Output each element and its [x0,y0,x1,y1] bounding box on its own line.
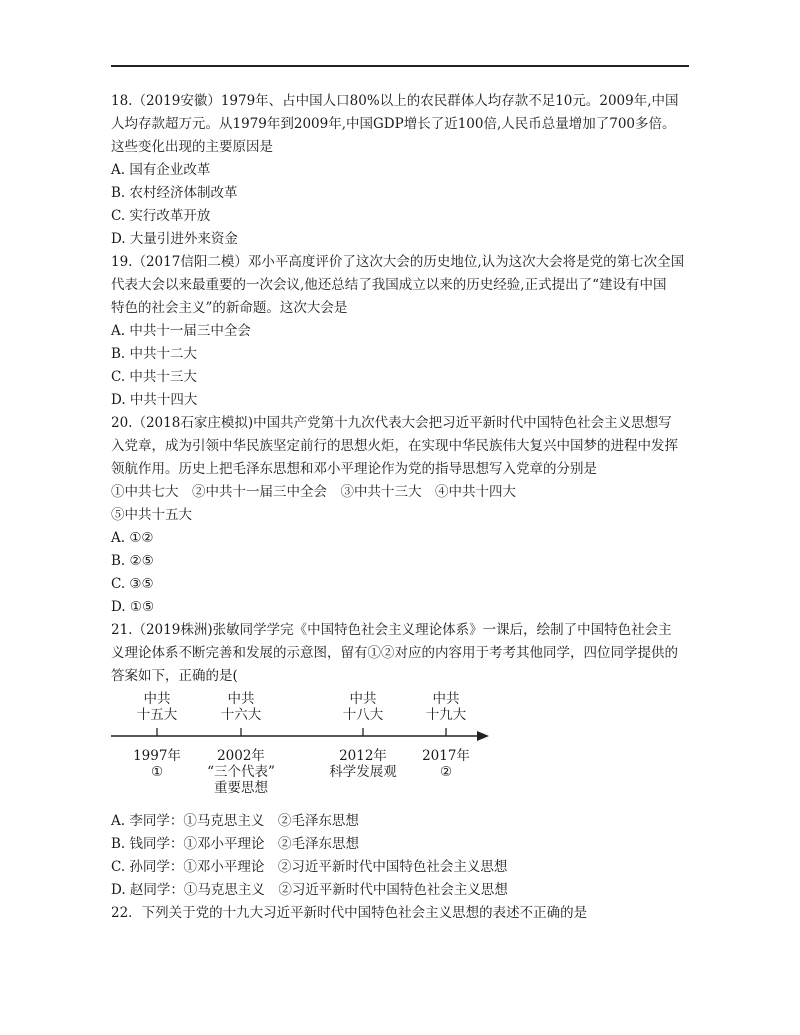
question-stem-line: 人均存款超万元。从1979年到2009年,中国GDP增长了近100倍,人民币总量增加了700多倍。 [111,116,676,132]
option-a: A. 李同学：①马克思主义 ②毛泽东思想 [111,813,359,829]
timeline-label-text: 2002年 [217,748,265,764]
question-stem-line: 义理论体系不断完善和发展的示意图，留有①②对应的内容用于考考其他同学，四位同学提供的 [111,645,678,661]
option-b: B. 农村经济体制改革 [111,185,238,201]
timeline-top-label-3 [328,691,398,723]
timeline-label-text: ① [150,764,164,780]
option-a: A. ①② [111,530,154,546]
question-stem-line: 22．下列关于党的十九大习近平新时代中国特色社会主义思想的表述不正确的是 [111,905,588,921]
timeline-label-text: 十五大 [136,707,178,723]
option-c: C. ③⑤ [111,576,154,592]
choice-list: ①中共七大 ②中共十一届三中全会 ③中共十三大 ④中共十四大 [111,484,516,500]
question-20 [111,412,691,619]
question-19 [111,251,691,412]
option-c: C. 孙同学：①邓小平理论 ②习近平新时代中国特色社会主义思想 [111,859,508,875]
document-body [111,90,691,925]
timeline-label-text: 中共 [143,691,171,707]
option-a: A. 国有企业改革 [111,162,211,178]
question-stem-line: 20.（2018石家庄模拟)中国共产党第十九次代表大会把习近平新时代中国特色社会主义思想写 [111,415,672,431]
timeline-bottom-label-2 [191,748,291,796]
option-d: D. ①⑤ [111,599,155,615]
timeline-label-text: “三个代表” [207,764,275,780]
timeline-label-text: 科学发展观 [329,764,397,780]
choice-list: ⑤中共十五大 [111,507,192,523]
timeline-label-text: 2012年 [339,748,387,764]
timeline-top-label-1 [122,691,192,723]
timeline-label-text: 1997年 [133,748,181,764]
timeline-label-text: 2017年 [422,748,470,764]
question-stem-line: 领航作用。历史上把毛泽东思想和邓小平理论作为党的指导思想写入党章的分别是 [111,461,597,477]
question-stem-line: 19.（2017信阳二模）邓小平高度评价了这次大会的历史地位,认为这次大会将是党的第七次全国 [111,254,685,270]
question-stem-line: 入党章，成为引领中华民族坚定前行的思想火炬，在实现中华民族伟大复兴中国梦的进程中发挥 [111,438,678,454]
option-b: B. 中共十二大 [111,346,198,362]
timeline-label-text: 十九大 [425,707,467,723]
question-stem-line: 18.（2019安徽）1979年、占中国人口80%以上的农民群体人均存款不足10元。2009年,中国 [111,93,679,109]
option-b: B. ②⑤ [111,553,154,569]
option-c: C. 中共十三大 [111,369,197,385]
question-18 [111,90,691,251]
option-d: D. 大量引进外来资金 [111,231,238,247]
option-d: D. 中共十四大 [111,392,198,408]
timeline-bottom-label-4 [406,748,486,780]
option-a: A. 中共十一届三中全会 [111,323,251,339]
timeline-label-text: 十六大 [220,707,262,723]
timeline-label-text: 重要思想 [214,780,268,796]
timeline-label-text: 中共 [432,691,460,707]
question-stem-line: 21.（2019株洲)张敏同学学完《中国特色社会主义理论体系》一课后，绘制了中国特色社会主 [111,622,672,638]
timeline-bottom-label-3 [318,748,408,780]
timeline-top-label-2 [206,691,276,723]
question-stem-line: 特色的社会主义”的新命题。这次大会是 [111,300,348,316]
timeline-label-text: 中共 [227,691,255,707]
option-d: D. 赵同学：①马克思主义 ②习近平新时代中国特色社会主义思想 [111,882,508,898]
timeline-label-text: 十八大 [342,707,384,723]
option-c: C. 实行改革开放 [111,208,211,224]
question-22 [111,902,691,925]
question-stem-line: 答案如下，正确的是( [111,668,238,684]
question-stem-line: 代表大会以来最重要的一次会议,他还总结了我国成立以来的历史经验,正式提出了“建设有中国 [111,277,667,293]
question-stem-line: 这些变化出现的主要原因是 [111,139,273,155]
question-21 [111,619,691,902]
timeline-diagram [111,691,691,806]
option-b: B. 钱同学：①邓小平理论 ②毛泽东思想 [111,836,360,852]
timeline-label-text: 中共 [349,691,377,707]
timeline-bottom-label-1 [117,748,197,780]
header-rule [111,65,689,67]
timeline-top-label-4 [411,691,481,723]
timeline-arrow-icon [477,731,489,741]
timeline-label-text: ② [439,764,453,780]
